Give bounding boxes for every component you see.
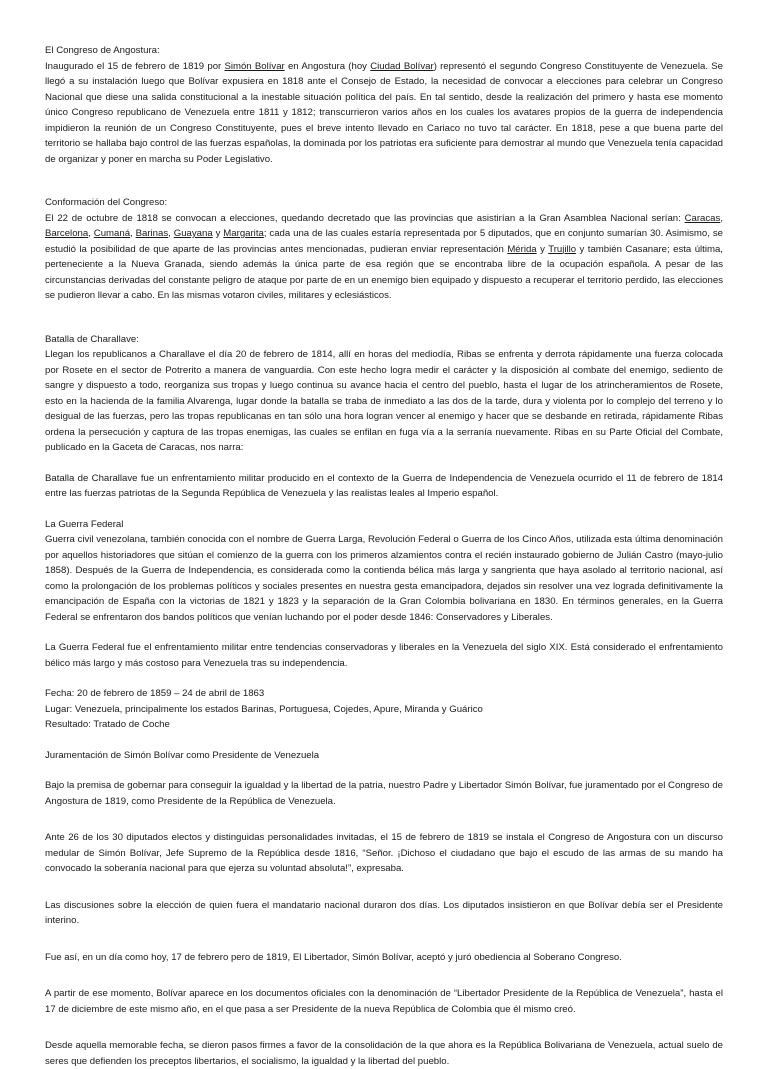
section-title: El Congreso de Angostura: <box>45 43 723 59</box>
link-cumana[interactable]: Cumaná <box>94 228 130 239</box>
resultado-line: Resultado: Tratado de Coche <box>45 717 723 733</box>
paragraph: Batalla de Charallave fue un enfrentamiento militar producido en el contexto de la Guerra de Independencia de Venezuela ocurrido el 11 de febrero de 1814 entre las fuerzas patriotas de la Segunda República de Venezuela y las realistas leales al Imperio español. <box>45 471 723 502</box>
paragraph: La Guerra Federal fue el enfrentamiento militar entre tendencias conservadoras y liberales en la Venezuela del siglo XIX. Está considerado el enfrentamiento bélico más largo y más costoso para Venezuela tras su independencia. <box>45 640 723 671</box>
link-merida[interactable]: Mérida <box>507 244 536 255</box>
text: y <box>213 228 224 239</box>
text: El 22 de octubre de 1818 se convocan a elecciones, quedando decretado que las provincias que asistirían a la Gran Asamblea Nacional serían: <box>45 213 685 224</box>
text: ; cada una de las cuales estaría representada por 5 diputados, que en conjunto sumarían 30. Asimismo, se estudió la posibilidad de que aparte de las provincias antes mencionadas, pudieran enviar representación <box>45 228 723 255</box>
text: , <box>130 228 136 239</box>
link-simon-bolivar[interactable]: Simón Bolívar <box>224 61 284 72</box>
text: y también Casanare; esta última, perteneciente a la Nueva Granada, siendo además la única parte de esa región que se encontraba libre de la ocupación española. A pesar de las circunstancias derivadas del constante peligro de ataque por parte de en un enemigo bien equipado y dispuesto a recuperar el territorio perdido, las elecciones se pudieron llevar a cabo. En las mismas votaron civiles, militares y eclesiásticos. <box>45 244 723 302</box>
text: , <box>88 228 94 239</box>
text: y <box>537 244 549 255</box>
link-caracas[interactable]: Caracas <box>685 213 721 224</box>
section-title: La Guerra Federal <box>45 517 723 533</box>
link-barinas[interactable]: Barinas <box>136 228 169 239</box>
section-congreso-angostura <box>45 43 723 167</box>
text: Inaugurado el 15 de febrero de 1819 por <box>45 61 224 72</box>
paragraph: Guerra civil venezolana, también conocida con el nombre de Guerra Larga, Revolución Federal o Guerra de los Cinco Años, utilizada esta última denominación por aquellos historiadores que sitúan el comienzo de la guerra con los primeros alzamientos contra el recién instaurado gobierno de Julián Castro (mayo-julio 1858). Después de la Guerra de Independencia, es considerada como la contienda bélica más larga y sangrienta que haya asolado al territorio nacional, así como la prolongación de los problemas políticos y sociales presentes en nuestra gesta emancipadora, dejados sin resolver una vez lograda definitivamente la emancipación de España con la victorias de 1821 y 1823 y la separación de la Gran Colombia bolivariana en 1830. En términos generales, en la Guerra Federal se enfrentaron dos bandos políticos que venían luchando por el poder desde 1846: Conservadores y Liberales. <box>45 532 723 625</box>
paragraph: Ante 26 de los 30 diputados electos y distinguidas personalidades invitadas, el 15 de febrero de 1819 se instala el Congreso de Angostura con un discurso medular de Simón Bolívar, Jefe Supremo de la República desde 1816, “Señor. ¡Dichoso el ciudadano que bajo el escudo de las armas de su mando ha convocado la soberanía nacional para que ejerza su voluntad absoluta!”, expresaba. <box>45 830 723 877</box>
section-batalla-charallave <box>45 332 723 502</box>
link-margarita[interactable]: Margarita <box>223 228 264 239</box>
paragraph <box>45 59 723 168</box>
lugar-line: Lugar: Venezuela, principalmente los estados Barinas, Portuguesa, Cojedes, Apure, Miranda y Guárico <box>45 702 723 718</box>
link-ciudad-bolivar[interactable]: Ciudad Bolívar <box>370 61 434 72</box>
text: en Angostura (hoy <box>285 61 370 72</box>
link-trujillo[interactable]: Trujillo <box>548 244 576 255</box>
paragraph: Las discusiones sobre la elección de quien fuera el mandatario nacional duraron dos días. Los diputados insistieron en que Bolívar debía ser el Presidente interino. <box>45 898 723 929</box>
text: , <box>720 213 723 224</box>
link-barcelona[interactable]: Barcelona <box>45 228 88 239</box>
text: ) representó el segundo Congreso Constituyente de Venezuela. Se llegó a su instalación luego que Bolívar expusiera en 1818 ante el Consejo de Estado, la necesidad de convocar a elecciones para celebrar un Congreso Nacional que diese una salida constitucional a la inestable situación política del país. En tal sentido, desde la realización del primero y hasta ese momento único Congreso republicano de Venezuela entre 1811 y 1812; transcurrieron varios años en los cuales los avatares propios de la guerra de independencia impidieron la reunión de un Congreso Constituyente, pues el breve intento llevado en Cariaco no tuvo tal carácter. En 1818, pese a que buena parte del territorio se hallaba bajo control de las fuerzas españolas, la dominada por los patriotas era suficiente para demostrar al mundo que Venezuela tenía capacidad de organizar y poner en marcha su Poder Legislativo. <box>45 61 723 165</box>
paragraph: Bajo la premisa de gobernar para conseguir la igualdad y la libertad de la patria, nuestro Padre y Libertador Simón Bolívar, fue juramentado por el Congreso de Angostura de 1819, como Presidente de la República de Venezuela. <box>45 778 723 809</box>
section-title: Conformación del Congreso: <box>45 195 723 211</box>
section-guerra-federal <box>45 517 723 733</box>
fecha-line: Fecha: 20 de febrero de 1859 – 24 de abril de 1863 <box>45 686 723 702</box>
section-title: Juramentación de Simón Bolívar como Presidente de Venezuela <box>45 748 723 764</box>
paragraph <box>45 211 723 304</box>
section-title: Batalla de Charallave: <box>45 332 723 348</box>
text: , <box>168 228 174 239</box>
section-conformacion-congreso <box>45 195 723 304</box>
link-guayana[interactable]: Guayana <box>174 228 213 239</box>
paragraph: Llegan los republicanos a Charallave el día 20 de febrero de 1814, allí en horas del mediodía, Ribas se enfrenta y derrota rápidamente una fuerza colocada por Rosete en el sector de Potrerito a manera de vanguardia. Con este hecho logra medir el carácter y la disposición al combate del enemigo, sediento de sangre y dispuesto a todo, reorganiza sus tropas y luego continua su avance hacia el centro del pueblo, hasta el lugar de los atrincheramientos de Rosete, esto en la hacienda de la familia Alvarenga, lugar donde la batalla se traba de inmediato a las dos de la tarde, dura y violenta por lo complejo del terreno y lo desigual de las fuerzas, pero las tropas republicanas en tan sólo una hora logran vencer al enemigo y hacer que se desbande en retirada, rápidamente Ribas ordena la persecución y captura de las tropas enemigas, las cuales se enfilan en fuga vía a la serranía nuevamente. Ribas en su Parte Oficial del Combate, publicado en la Gaceta de Caracas, nos narra: <box>45 347 723 456</box>
paragraph: A partir de ese momento, Bolívar aparece en los documentos oficiales con la denominación de “Libertador Presidente de la República de Venezuela”, hasta el 17 de diciembre de este mismo año, en el que pasa a ser Presidente de la nueva República de Colombia que él mismo creó. <box>45 986 723 1017</box>
paragraph: Fue así, en un día como hoy, 17 de febrero pero de 1819, El Libertador, Simón Bolívar, aceptó y juró obediencia al Soberano Congreso. <box>45 950 723 966</box>
paragraph: Desde aquella memorable fecha, se dieron pasos firmes a favor de la consolidación de la que ahora es la República Bolivariana de Venezuela, actual suelo de seres que defienden los preceptos libertarios, el socialismo, la igualdad y la libertad del pueblo. <box>45 1038 723 1069</box>
section-juramentacion <box>45 748 723 1069</box>
